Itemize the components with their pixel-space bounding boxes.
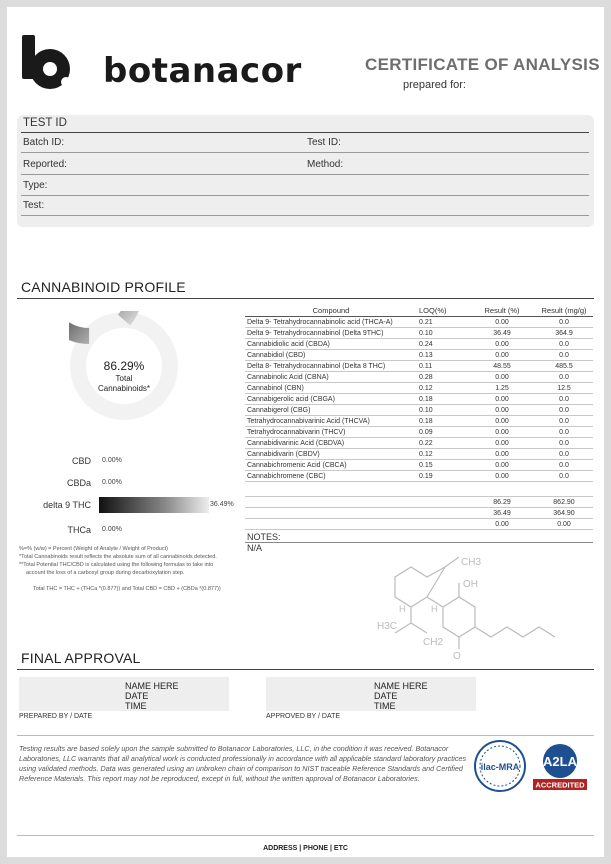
table-cell: 0.0 [535, 438, 593, 449]
molecule-h1: H [399, 604, 406, 614]
table-cell: 0.00 [469, 427, 535, 438]
table-cell: Delta 9- Tetrahydrocannabinol (Delta 9THC) [245, 328, 417, 339]
footnote: %=% (w/w) = Percent (Weight of Analyte / Weight of Product) [19, 546, 168, 552]
table-cell [417, 519, 469, 530]
table-cell: 0.10 [417, 328, 469, 339]
table-cell: 0.0 [535, 427, 593, 438]
total-row [245, 508, 593, 519]
footnote: Total THC = THC + (THCa *(0.877)) and Total CBD = CBD + (CBDa *(0.877)) [33, 586, 221, 592]
table-cell: 0.12 [417, 449, 469, 460]
table-cell: 0.15 [417, 460, 469, 471]
table-cell: 0.0 [535, 449, 593, 460]
test-id-row [21, 115, 589, 133]
prepared-date: DATE [125, 691, 149, 701]
prepared-time: TIME [125, 701, 147, 711]
header-compound: Compound [245, 305, 417, 317]
type-label: Type: [23, 180, 48, 191]
table-cell: 0.0 [535, 471, 593, 482]
table-cell: 0.19 [417, 471, 469, 482]
table-row [245, 383, 593, 394]
compound-table [245, 305, 593, 530]
table-cell [245, 519, 417, 530]
batch-id-label: Batch ID: [23, 137, 65, 148]
donut-label-cannabinoids: Cannabinoids* [97, 384, 151, 393]
ilac-label: ilac-MRA [480, 762, 520, 772]
molecule-oh: OH [463, 579, 478, 590]
ilac-mra-badge-icon [473, 739, 527, 793]
table-row [245, 416, 593, 427]
prepared-name: NAME HERE [125, 681, 179, 691]
table-row [245, 328, 593, 339]
table-cell: 0.24 [417, 339, 469, 350]
approved-date: DATE [374, 691, 398, 701]
table-cell: 0.00 [469, 372, 535, 383]
table-cell: 0.00 [469, 519, 535, 530]
table-cell: 0.22 [417, 438, 469, 449]
table-cell: Cannabichromenic Acid (CBCA) [245, 460, 417, 471]
approved-time: TIME [374, 701, 396, 711]
table-cell: 0.10 [417, 405, 469, 416]
table-row [245, 350, 593, 361]
table-cell: Tetrahydrocannabivarinic Acid (THCVA) [245, 416, 417, 427]
table-cell: 0.00 [535, 519, 593, 530]
prepared-by-label: PREPARED BY / DATE [19, 713, 93, 720]
molecule-h2: H [431, 604, 438, 614]
table-cell: Delta 8- Tetrahydrocannabinol (Delta 8 THC) [245, 361, 417, 372]
prepared-by-box [19, 677, 229, 711]
table-cell: 364.90 [535, 508, 593, 519]
table-cell: 0.12 [417, 383, 469, 394]
table-cell [417, 508, 469, 519]
table-row [245, 449, 593, 460]
table-body [245, 317, 593, 530]
notes-title: NOTES: [247, 532, 281, 542]
table-cell: 0.18 [417, 416, 469, 427]
table-cell: 0.0 [535, 394, 593, 405]
table-cell [245, 497, 417, 508]
molecule-h3c: H3C [377, 621, 398, 632]
header-loq: LOQ(%) [417, 305, 469, 317]
table-row [245, 460, 593, 471]
approval-divider [17, 669, 594, 670]
table-cell: Cannabidivarinic Acid (CBDVA) [245, 438, 417, 449]
type-row [21, 176, 589, 196]
table-header-row [245, 305, 593, 317]
donut-value: 86.29% [103, 359, 145, 373]
method-label: Method: [307, 159, 344, 170]
notes-value: N/A [247, 543, 263, 553]
document-title: CERTIFICATE OF ANALYSIS [365, 55, 600, 74]
prepared-for-label: prepared for: [403, 79, 466, 91]
bar-label: CBDa [66, 478, 91, 488]
certificate-page [7, 7, 604, 857]
molecule-o: O [453, 651, 461, 662]
table-cell: Cannabinol (CBN) [245, 383, 417, 394]
header-result-pct: Result (%) [469, 305, 535, 317]
table-cell: 0.09 [417, 427, 469, 438]
disclaimer-text: Testing results are based solely upon the sample submitted to Botanacor Laboratories, LLC, in the condition it was received. Botanacor Laboratories, LLC warrants that all analytical work is conducted professionally in accordance with all applicable standard laboratory practices using validated methods. Data was generated using an unbroken chain of comparison to NIST traceable Reference Standards and Certified Reference Materials. This report may not be reproduced, except in full, without the written approval of Botanacor Laboratories. [19, 744, 467, 783]
table-cell: 0.00 [469, 416, 535, 427]
test-row [21, 196, 589, 216]
profile-footnotes [19, 545, 244, 593]
bar-value: 0.00% [102, 526, 122, 533]
table-cell: 36.49 [469, 328, 535, 339]
table-cell: 0.00 [469, 471, 535, 482]
table-row [245, 471, 593, 482]
footnote: *Total Cannabinoids result reflects the absolute sum of all cannabinoids detected. [19, 554, 217, 560]
bar-label: CBD [71, 456, 91, 466]
molecule-ch3: CH3 [461, 557, 482, 568]
test-label: Test: [23, 200, 45, 211]
accredited-label: ACCREDITED [535, 780, 585, 790]
approved-by-label: APPROVED BY / DATE [266, 713, 341, 720]
brand-name: botanacor [103, 51, 302, 91]
table-cell: 48.55 [469, 361, 535, 372]
table-row [245, 438, 593, 449]
test-info-box [17, 115, 594, 227]
table-cell: Cannabichromene (CBC) [245, 471, 417, 482]
table-cell: 0.18 [417, 394, 469, 405]
table-row [245, 394, 593, 405]
footnote: **Total Potential THC/CBD is calculated using the following formulas to take into [19, 562, 214, 568]
notes-divider [245, 542, 593, 543]
table-cell: 0.13 [417, 350, 469, 361]
table-cell: 0.00 [469, 317, 535, 328]
table-cell: 364.9 [535, 328, 593, 339]
reported-label: Reported: [23, 159, 67, 170]
table-cell [245, 508, 417, 519]
table-cell: Cannabigerol (CBG) [245, 405, 417, 416]
table-cell: 862.90 [535, 497, 593, 508]
table-cell: 0.00 [469, 460, 535, 471]
molecule-ch2: CH2 [423, 637, 444, 648]
table-cell: Tetrahydrocannabivarin (THCV) [245, 427, 417, 438]
cannabinoid-profile-title: CANNABINOID PROFILE [21, 279, 186, 295]
a2la-label: A2LA [543, 754, 577, 769]
donut-label-total: Total [115, 374, 133, 383]
table-cell [417, 497, 469, 508]
table-cell: Delta 9- Tetrahydrocannabinolic acid (THCA-A) [245, 317, 417, 328]
bar-label: THCa [67, 525, 91, 535]
table-cell: 0.21 [417, 317, 469, 328]
table-cell: Cannabidiolic acid (CBDA) [245, 339, 417, 350]
table-cell: 0.0 [535, 317, 593, 328]
table-cell: 0.0 [535, 339, 593, 350]
table-cell: 36.49 [469, 508, 535, 519]
table-row [245, 317, 593, 328]
table-row [245, 361, 593, 372]
approved-name: NAME HERE [374, 681, 428, 691]
test-id-label: Test ID: [307, 137, 341, 148]
table-cell: 0.00 [469, 438, 535, 449]
final-approval-title: FINAL APPROVAL [21, 650, 141, 666]
footer-contact: ADDRESS | PHONE | ETC [263, 845, 348, 852]
spacer-row [245, 482, 593, 497]
table-cell: 0.11 [417, 361, 469, 372]
table-cell: 485.5 [535, 361, 593, 372]
bar-value: 36.49% [210, 501, 234, 508]
table-cell: 0.0 [535, 460, 593, 471]
table-cell: 0.00 [469, 339, 535, 350]
total-row [245, 497, 593, 508]
footnote: account the loss of a carboxyl group during decarboxylation step. [26, 570, 185, 576]
approved-by-box [266, 677, 476, 711]
table-row [245, 405, 593, 416]
table-row [245, 427, 593, 438]
table-cell: 0.0 [535, 350, 593, 361]
bar-fill [99, 497, 209, 513]
table-cell: 86.29 [469, 497, 535, 508]
botanacor-logo-icon [20, 35, 76, 91]
section-divider [17, 298, 594, 299]
table-cell: 0.00 [469, 394, 535, 405]
a2la-accredited-badge-icon [531, 741, 589, 793]
total-row [245, 519, 593, 530]
table-cell: 0.0 [535, 416, 593, 427]
table-row [245, 339, 593, 350]
table-cell: 0.0 [535, 372, 593, 383]
table-cell: Cannabinolic Acid (CBNA) [245, 372, 417, 383]
footer-divider [17, 835, 594, 836]
table-row [245, 372, 593, 383]
table-cell: 0.00 [469, 350, 535, 361]
table-cell: 0.28 [417, 372, 469, 383]
table-cell: Cannabidivarin (CBDV) [245, 449, 417, 460]
table-cell: 0.00 [469, 449, 535, 460]
header-result-mg: Result (mg/g) [535, 305, 593, 317]
table-cell: 0.0 [535, 405, 593, 416]
disclaimer-divider [17, 735, 594, 736]
bar-label: delta 9 THC [43, 500, 91, 510]
table-cell: 12.5 [535, 383, 593, 394]
bar-value: 0.00% [102, 479, 122, 486]
batch-row [21, 133, 589, 153]
table-cell: 1.25 [469, 383, 535, 394]
table-cell: 0.00 [469, 405, 535, 416]
test-id-heading: TEST ID [23, 117, 67, 129]
table-cell: Cannabidiol (CBD) [245, 350, 417, 361]
table-cell: Cannabigerolic acid (CBGA) [245, 394, 417, 405]
thc-molecule-icon [367, 545, 587, 665]
bar-value: 0.00% [102, 457, 122, 464]
reported-row [21, 155, 589, 175]
